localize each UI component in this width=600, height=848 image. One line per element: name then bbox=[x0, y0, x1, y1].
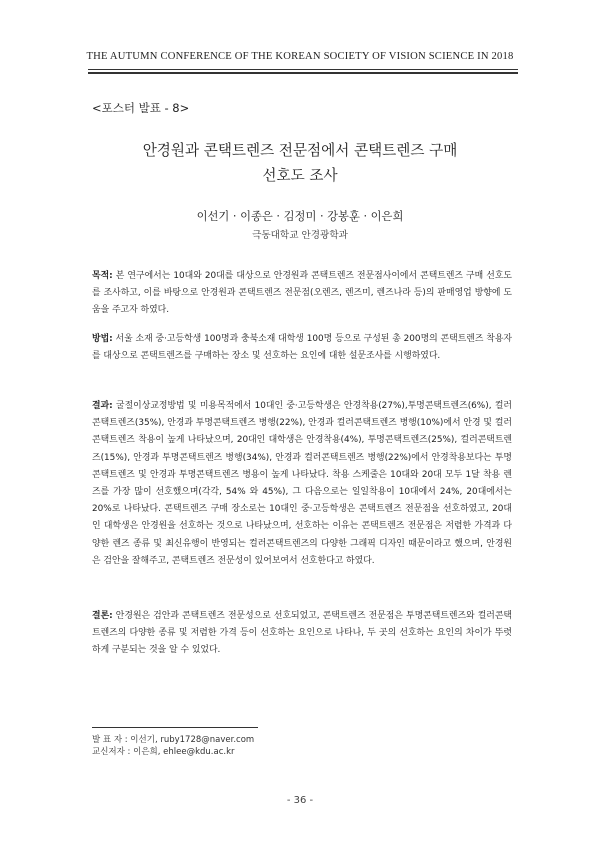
section-body: 안경원은 검안과 콘택트렌즈 전문성으로 선호되었고, 콘택트렌즈 전문점은 투명콘택트렌즈와 컬러콘택트렌즈의 다양한 종류 및 저렴한 가격 등이 선호하는 요인으로 나타나, 두 곳의 선호하는 요인의 차이가 뚜렷하게 구분되는 것을 알 수 있었다. bbox=[92, 611, 512, 656]
footnote-rule bbox=[92, 727, 258, 728]
section-heading: 결론: bbox=[92, 611, 113, 621]
footnote-corresponding-author: 교신저자 : 이은희, ehlee@kdu.ac.kr bbox=[92, 747, 235, 757]
header-rule-thin bbox=[88, 69, 518, 70]
footnote-presenter: 발 표 자 : 이선기, ruby1728@naver.com bbox=[92, 735, 255, 745]
header-rule-thick bbox=[88, 72, 518, 74]
author-list: 이선기 · 이종은 · 김정미 · 강봉훈 · 이은희 bbox=[196, 210, 404, 223]
section-heading: 목적: bbox=[92, 271, 113, 281]
title-line-1: 안경원과 콘택트렌즈 전문점에서 콘택트렌즈 구매 bbox=[142, 142, 458, 159]
section-method bbox=[92, 331, 512, 365]
section-body: 굴절이상교정방법 및 미용목적에서 10대인 중·고등학생은 안경착용(27%),투명콘택트렌즈(6%), 컬러콘택트렌즈(35%), 안경과 투명콘택트렌즈 병행(22%), 안경과 컬러콘택트렌즈 병행(10%)에서 안경 및 컬러콘택트렌즈 착용이 높게 나타났으며, 20대인 대학생은 안경착용(4%), 투명콘택트렌즈(25%), 컬러콘택트렌즈(15%), 안경과 투명콘택트렌즈 병행(34%), 안경과 컬러콘택트렌즈 병행(22%)에서 안경착용보다는 투명콘택트렌즈 및 안경과 투명콘택트렌즈 병용이 높게 나타났다. 착용 스케줄은 10대와 20대 모두 1달 착용 렌즈를 가장 많이 선호했으며(각각, 54% 와 45%), 그 다음으로는 일일착용이 10대에서 24%, 20대에서는 20%로 나타났다. 콘택트렌즈 구매 장소로는 10대인 중·고등학생은 콘택트렌즈 전문점을 선호하였고, 20대인 대학생은 안경원을 선호하는 것으로 나타났으며, 선호하는 이유는 콘택트렌즈 전문점은 저렴한 가격과 다양한 렌즈 종류 및 최신유행이 반영되는 컬러콘택트렌즈의 다양한 그래픽 디자인 때문이라고 했으며, 안경원은 검안을 잘해주고, 콘택트렌즈 전문성이 있어보여서 선호한다고 하였다. bbox=[92, 401, 512, 566]
running-header: THE AUTUMN CONFERENCE OF THE KOREAN SOCIETY OF VISION SCIENCE IN 2018 bbox=[86, 51, 514, 62]
paper-title bbox=[0, 138, 600, 188]
section-heading: 결과: bbox=[92, 401, 113, 411]
section-heading: 방법: bbox=[92, 334, 113, 344]
section-body: 서울 소재 중·고등학생 100명과 충북소재 대학생 100명 등으로 구성된 총 200명의 콘택트렌즈 착용자를 대상으로 콘택트렌즈를 구매하는 장소 및 선호하는 요인에 대한 설문조사를 시행하였다. bbox=[92, 334, 512, 362]
session-label: <포스터 발표 - 8> bbox=[92, 101, 190, 115]
section-conclusion bbox=[92, 608, 512, 660]
page-number: - 36 - bbox=[286, 795, 314, 806]
section-purpose bbox=[92, 268, 512, 320]
affiliation: 극동대학교 안경광학과 bbox=[252, 230, 348, 241]
section-results bbox=[92, 398, 512, 570]
section-body: 본 연구에서는 10대와 20대를 대상으로 안경원과 콘택트렌즈 전문점사이에서 콘택트렌즈 구매 선호도를 조사하고, 이를 바탕으로 안경원과 콘택트렌즈 전문점(오렌즈, 렌즈미, 렌즈나라 등)의 판매영업 방향에 도움을 주고자 하였다. bbox=[92, 271, 512, 316]
title-line-2: 선호도 조사 bbox=[262, 167, 338, 184]
